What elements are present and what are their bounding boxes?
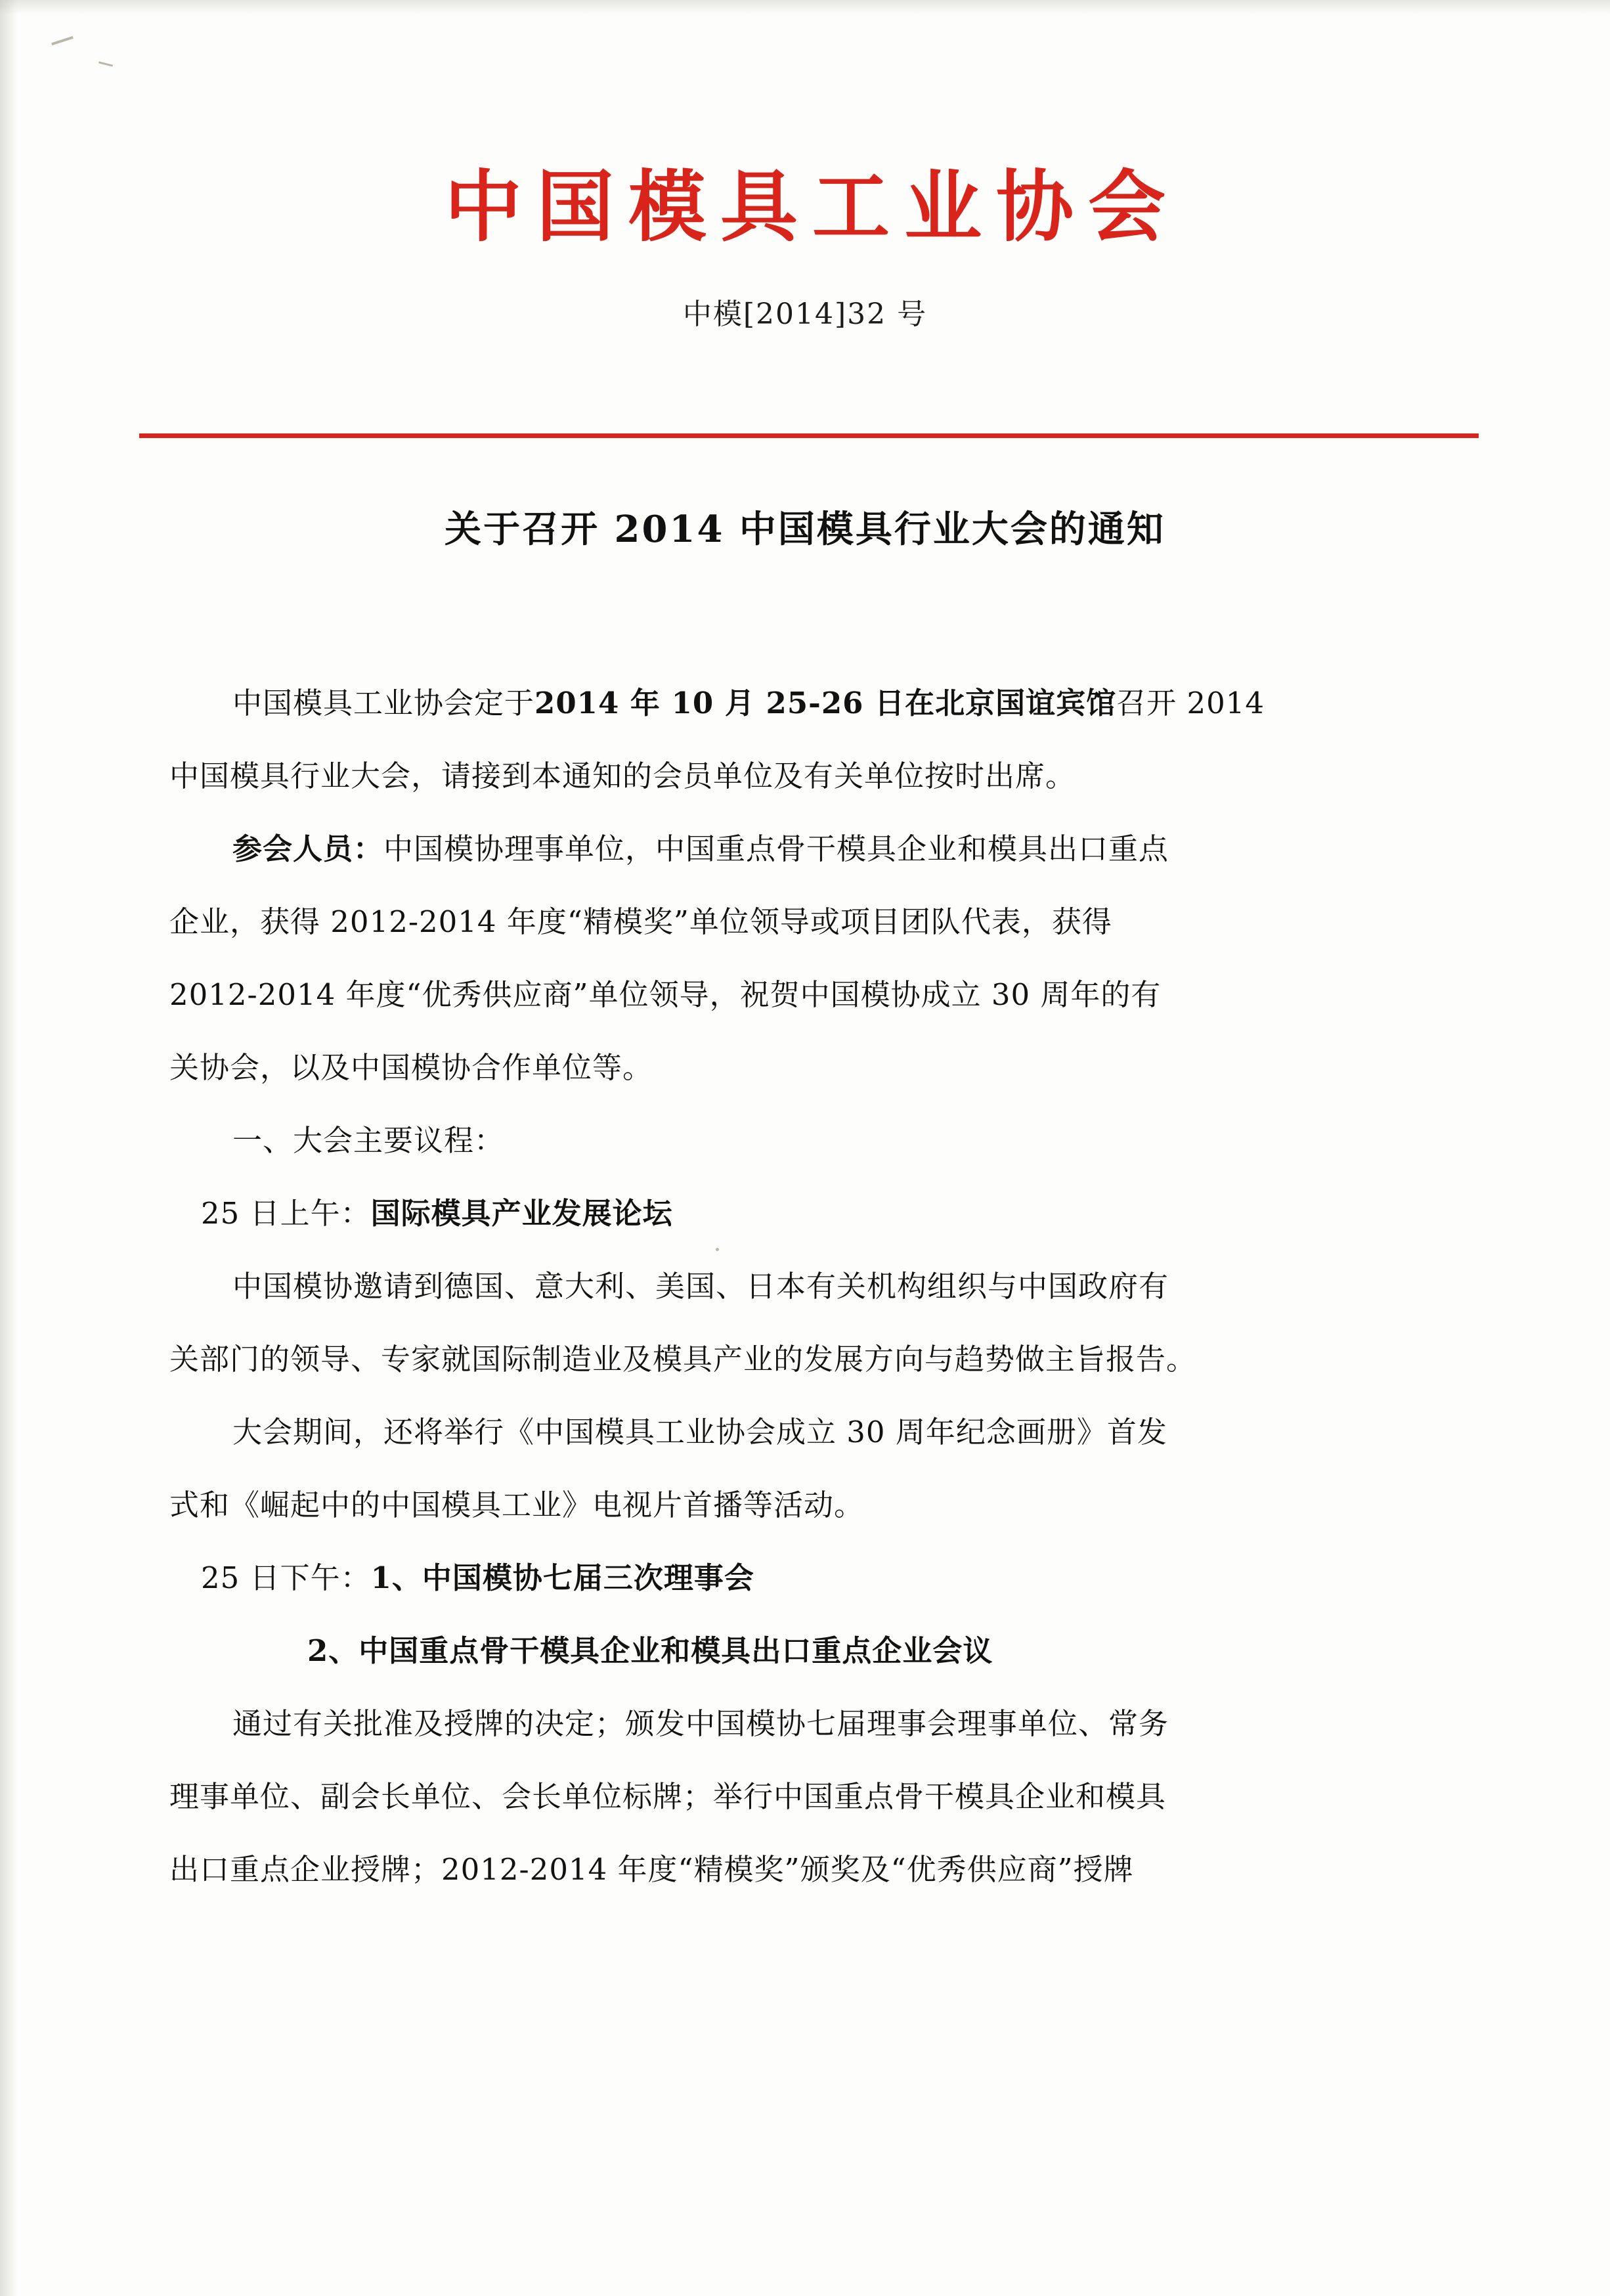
attendees-line4: 关协会，以及中国模协合作单位等。 — [169, 1050, 653, 1085]
forum-line1: 中国模协邀请到德国、意大利、美国、日本有关机构组织与中国政府有 — [232, 1269, 1169, 1304]
agenda-25-morning — [169, 1179, 1443, 1248]
organization-title: 中国模具工业协会 — [444, 161, 1180, 252]
during-line1: 大会期间，还将举行《中国模具工业协会成立 30 周年纪念画册》首发 — [232, 1415, 1167, 1449]
agenda-25-afternoon-label: 25 日下午： — [201, 1560, 371, 1595]
agenda-25-morning-value: 国际模具产业发展论坛 — [370, 1196, 673, 1231]
agenda-25-morning-label: 25 日上午： — [201, 1196, 371, 1231]
document-body — [169, 657, 1443, 1908]
intro-paragraph — [169, 669, 1443, 738]
attendees-line1: 中国模协理事单位，中国重点骨干模具企业和模具出口重点 — [383, 831, 1169, 866]
agenda-25-afternoon — [169, 1543, 1443, 1612]
decision-line2: 理事单位、副会长单位、会长单位标牌；举行中国重点骨干模具企业和模具 — [169, 1779, 1167, 1814]
attendees-label: 参会人员： — [232, 831, 384, 866]
scan-speck — [98, 61, 113, 66]
attendees-paragraph — [169, 814, 1443, 883]
forum-line2: 关部门的领导、专家就国际制造业及模具产业的发展方向与趋势做主旨报告。 — [169, 1342, 1197, 1377]
intro-date-venue: 2014 年 10 月 25-26 日在北京国谊宾馆 — [534, 686, 1117, 720]
during-line2: 式和《崛起中的中国模具工业》电视片首播等活动。 — [169, 1488, 865, 1522]
document-number: 中模[2014]32 号 — [682, 297, 928, 331]
page-title: 关于召开 2014 中国模具行业大会的通知 — [445, 508, 1165, 551]
scan-speck — [51, 36, 74, 45]
decision-line3: 出口重点企业授牌；2012-2014 年度“精模奖”颁奖及“优秀供应商”授牌 — [169, 1852, 1134, 1887]
intro-paragraph-line2: 中国模具行业大会，请接到本通知的会员单位及有关单位按时出席。 — [169, 759, 1076, 793]
decision-line1: 通过有关批准及授牌的决定；颁发中国模协七届理事会理事单位、常务 — [232, 1706, 1169, 1741]
attendees-line2: 企业，获得 2012-2014 年度“精模奖”单位领导或项目团队代表，获得 — [169, 904, 1112, 939]
intro-text-1: 中国模具工业协会定于 — [232, 686, 535, 720]
scan-edge-shadow-top — [0, 0, 1610, 14]
agenda-25-afternoon-item2: 2、中国重点骨干模具企业和模具出口重点企业会议 — [307, 1633, 993, 1668]
document-header — [0, 161, 1610, 332]
section-heading-agenda: 一、大会主要议程： — [232, 1123, 505, 1158]
attendees-line3: 2012-2014 年度“优秀供应商”单位领导，祝贺中国模协成立 30 周年的有 — [169, 977, 1162, 1012]
intro-text-2: 召开 2014 — [1116, 686, 1265, 720]
header-red-divider — [139, 433, 1479, 438]
scan-edge-shadow-left — [0, 0, 17, 2296]
agenda-25-afternoon-item1: 1、中国模协七届三次理事会 — [370, 1560, 754, 1595]
